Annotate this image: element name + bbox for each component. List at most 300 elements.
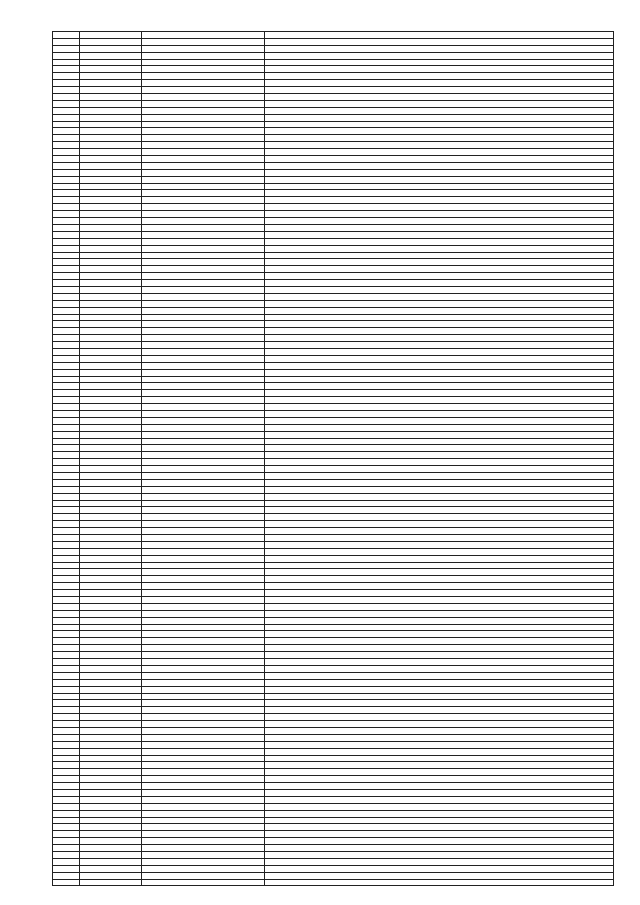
table-cell	[142, 652, 265, 659]
table-cell	[53, 659, 80, 666]
table-cell	[53, 755, 80, 762]
table-cell	[53, 817, 80, 824]
table-cell	[142, 300, 265, 307]
table-row	[53, 693, 614, 700]
table-cell	[80, 38, 142, 45]
table-cell	[53, 721, 80, 728]
table-row	[53, 672, 614, 679]
table-cell	[142, 721, 265, 728]
table-cell	[80, 266, 142, 273]
table-cell	[142, 369, 265, 376]
table-cell	[142, 156, 265, 163]
table-cell	[265, 424, 614, 431]
table-cell	[265, 707, 614, 714]
table-cell	[265, 376, 614, 383]
table-cell	[53, 100, 80, 107]
table-cell	[53, 80, 80, 87]
table-cell	[265, 66, 614, 73]
table-cell	[53, 810, 80, 817]
table-cell	[142, 197, 265, 204]
table-cell	[142, 231, 265, 238]
table-cell	[142, 514, 265, 521]
table-cell	[80, 734, 142, 741]
table-row	[53, 438, 614, 445]
table-cell	[265, 452, 614, 459]
table-cell	[142, 824, 265, 831]
table-cell	[80, 714, 142, 721]
table-cell	[53, 383, 80, 390]
table-cell	[80, 245, 142, 252]
table-cell	[142, 541, 265, 548]
table-row	[53, 817, 614, 824]
table-row	[53, 197, 614, 204]
table-cell	[265, 769, 614, 776]
table-cell	[80, 500, 142, 507]
table-cell	[80, 741, 142, 748]
table-cell	[265, 776, 614, 783]
table-cell	[142, 714, 265, 721]
table-cell	[265, 142, 614, 149]
table-cell	[265, 52, 614, 59]
table-cell	[53, 142, 80, 149]
table-cell	[53, 707, 80, 714]
table-row	[53, 789, 614, 796]
table-cell	[265, 679, 614, 686]
table-cell	[142, 659, 265, 666]
table-cell	[80, 755, 142, 762]
table-cell	[265, 245, 614, 252]
table-cell	[142, 548, 265, 555]
table-cell	[53, 38, 80, 45]
table-row	[53, 727, 614, 734]
table-cell	[265, 665, 614, 672]
table-cell	[265, 335, 614, 342]
table-cell	[142, 500, 265, 507]
table-cell	[53, 135, 80, 142]
table-cell	[80, 59, 142, 66]
table-row	[53, 755, 614, 762]
table-cell	[265, 610, 614, 617]
table-cell	[80, 390, 142, 397]
table-cell	[142, 66, 265, 73]
table-cell	[142, 590, 265, 597]
table-cell	[80, 424, 142, 431]
table-cell	[142, 583, 265, 590]
table-cell	[80, 224, 142, 231]
table-cell	[80, 479, 142, 486]
table-cell	[142, 879, 265, 886]
table-row	[53, 342, 614, 349]
table-cell	[142, 211, 265, 218]
table-cell	[265, 535, 614, 542]
table-row	[53, 128, 614, 135]
table-cell	[80, 52, 142, 59]
table-cell	[265, 162, 614, 169]
table-row	[53, 183, 614, 190]
table-cell	[80, 211, 142, 218]
table-row	[53, 514, 614, 521]
table-cell	[142, 479, 265, 486]
table-cell	[142, 597, 265, 604]
table-cell	[53, 831, 80, 838]
table-cell	[80, 824, 142, 831]
table-cell	[80, 142, 142, 149]
table-cell	[53, 190, 80, 197]
table-row	[53, 466, 614, 473]
table-cell	[265, 348, 614, 355]
table-cell	[265, 845, 614, 852]
table-cell	[265, 755, 614, 762]
table-row	[53, 424, 614, 431]
table-cell	[142, 342, 265, 349]
table-cell	[80, 851, 142, 858]
table-cell	[53, 796, 80, 803]
table-cell	[265, 479, 614, 486]
table-cell	[265, 94, 614, 101]
table-cell	[53, 562, 80, 569]
table-cell	[142, 610, 265, 617]
table-row	[53, 548, 614, 555]
table-cell	[265, 286, 614, 293]
table-cell	[265, 686, 614, 693]
table-cell	[142, 204, 265, 211]
table-row	[53, 142, 614, 149]
table-cell	[265, 114, 614, 121]
table-cell	[142, 335, 265, 342]
table-cell	[265, 73, 614, 80]
table-cell	[265, 107, 614, 114]
table-cell	[142, 73, 265, 80]
table-cell	[265, 638, 614, 645]
table-body	[53, 32, 614, 886]
table-cell	[142, 486, 265, 493]
table-cell	[265, 562, 614, 569]
table-cell	[265, 410, 614, 417]
table-cell	[80, 121, 142, 128]
table-cell	[53, 776, 80, 783]
table-cell	[142, 700, 265, 707]
table-cell	[53, 445, 80, 452]
table-cell	[53, 789, 80, 796]
table-cell	[80, 528, 142, 535]
table-row	[53, 383, 614, 390]
table-cell	[53, 342, 80, 349]
table-cell	[53, 300, 80, 307]
table-row	[53, 114, 614, 121]
table-cell	[53, 321, 80, 328]
table-cell	[80, 162, 142, 169]
table-row	[53, 555, 614, 562]
table-cell	[53, 169, 80, 176]
register-table	[52, 31, 614, 886]
table-row	[53, 583, 614, 590]
table-cell	[265, 38, 614, 45]
table-row	[53, 245, 614, 252]
table-cell	[265, 700, 614, 707]
table-cell	[80, 603, 142, 610]
table-cell	[53, 535, 80, 542]
table-row	[53, 45, 614, 52]
table-cell	[80, 548, 142, 555]
table-cell	[142, 94, 265, 101]
table-cell	[53, 307, 80, 314]
table-cell	[80, 590, 142, 597]
table-cell	[142, 438, 265, 445]
table-row	[53, 762, 614, 769]
table-row	[53, 66, 614, 73]
table-cell	[53, 218, 80, 225]
table-cell	[53, 66, 80, 73]
table-row	[53, 348, 614, 355]
table-cell	[80, 624, 142, 631]
table-cell	[265, 521, 614, 528]
table-cell	[265, 431, 614, 438]
table-cell	[80, 307, 142, 314]
table-cell	[142, 831, 265, 838]
table-row	[53, 824, 614, 831]
table-cell	[265, 865, 614, 872]
table-cell	[80, 727, 142, 734]
table-cell	[142, 838, 265, 845]
table-cell	[80, 410, 142, 417]
table-cell	[265, 541, 614, 548]
table-cell	[265, 741, 614, 748]
table-row	[53, 452, 614, 459]
table-cell	[265, 603, 614, 610]
table-cell	[80, 555, 142, 562]
table-cell	[265, 266, 614, 273]
table-cell	[53, 273, 80, 280]
table-cell	[53, 824, 80, 831]
table-row	[53, 486, 614, 493]
table-cell	[265, 583, 614, 590]
table-cell	[53, 52, 80, 59]
table-row	[53, 87, 614, 94]
table-cell	[142, 390, 265, 397]
table-cell	[265, 872, 614, 879]
table-row	[53, 410, 614, 417]
table-cell	[142, 404, 265, 411]
table-cell	[80, 672, 142, 679]
table-cell	[265, 528, 614, 535]
table-cell	[265, 624, 614, 631]
table-row	[53, 858, 614, 865]
table-cell	[265, 858, 614, 865]
table-row	[53, 769, 614, 776]
table-cell	[53, 631, 80, 638]
table-cell	[142, 617, 265, 624]
table-row	[53, 293, 614, 300]
table-cell	[80, 776, 142, 783]
table-cell	[53, 121, 80, 128]
table-cell	[142, 638, 265, 645]
table-row	[53, 176, 614, 183]
table-row	[53, 507, 614, 514]
table-cell	[265, 652, 614, 659]
table-cell	[142, 452, 265, 459]
table-cell	[265, 803, 614, 810]
table-cell	[53, 693, 80, 700]
table-cell	[265, 714, 614, 721]
table-cell	[80, 300, 142, 307]
table-cell	[80, 693, 142, 700]
table-cell	[80, 652, 142, 659]
table-cell	[80, 369, 142, 376]
table-cell	[142, 417, 265, 424]
table-cell	[80, 87, 142, 94]
table-row	[53, 721, 614, 728]
table-row	[53, 645, 614, 652]
table-cell	[53, 245, 80, 252]
table-cell	[142, 493, 265, 500]
table-row	[53, 314, 614, 321]
table-row	[53, 73, 614, 80]
table-row	[53, 659, 614, 666]
table-cell	[53, 845, 80, 852]
table-cell	[142, 87, 265, 94]
table-cell	[80, 631, 142, 638]
table-cell	[142, 114, 265, 121]
table-cell	[53, 335, 80, 342]
table-cell	[53, 348, 80, 355]
table-cell	[53, 576, 80, 583]
table-cell	[142, 466, 265, 473]
table-row	[53, 204, 614, 211]
table-cell	[80, 335, 142, 342]
table-cell	[265, 156, 614, 163]
table-cell	[265, 597, 614, 604]
table-cell	[142, 624, 265, 631]
table-cell	[265, 252, 614, 259]
table-cell	[142, 817, 265, 824]
table-cell	[142, 169, 265, 176]
table-cell	[80, 535, 142, 542]
table-cell	[265, 259, 614, 266]
table-row	[53, 300, 614, 307]
table-cell	[142, 273, 265, 280]
table-cell	[142, 845, 265, 852]
table-cell	[265, 721, 614, 728]
table-cell	[53, 459, 80, 466]
table-cell	[80, 521, 142, 528]
table-cell	[265, 121, 614, 128]
table-row	[53, 562, 614, 569]
table-cell	[142, 803, 265, 810]
table-cell	[265, 466, 614, 473]
table-cell	[265, 183, 614, 190]
table-cell	[142, 149, 265, 156]
table-cell	[265, 280, 614, 287]
table-cell	[142, 107, 265, 114]
table-cell	[53, 87, 80, 94]
table-row	[53, 803, 614, 810]
table-cell	[142, 789, 265, 796]
table-row	[53, 714, 614, 721]
table-cell	[80, 845, 142, 852]
table-cell	[53, 314, 80, 321]
table-cell	[80, 748, 142, 755]
table-cell	[265, 355, 614, 362]
table-cell	[265, 796, 614, 803]
table-cell	[53, 748, 80, 755]
table-row	[53, 321, 614, 328]
table-cell	[53, 266, 80, 273]
table-cell	[80, 321, 142, 328]
table-cell	[53, 514, 80, 521]
table-cell	[142, 734, 265, 741]
table-row	[53, 748, 614, 755]
table-row	[53, 879, 614, 886]
table-cell	[142, 631, 265, 638]
table-cell	[80, 383, 142, 390]
table-cell	[53, 652, 80, 659]
table-row	[53, 617, 614, 624]
table-cell	[53, 741, 80, 748]
table-cell	[80, 452, 142, 459]
table-cell	[80, 66, 142, 73]
table-cell	[265, 727, 614, 734]
table-cell	[265, 617, 614, 624]
table-row	[53, 528, 614, 535]
table-cell	[53, 638, 80, 645]
table-cell	[80, 486, 142, 493]
table-cell	[265, 507, 614, 514]
table-cell	[80, 238, 142, 245]
table-cell	[53, 479, 80, 486]
table-row	[53, 369, 614, 376]
table-cell	[142, 252, 265, 259]
table-cell	[265, 631, 614, 638]
table-cell	[265, 397, 614, 404]
table-row	[53, 149, 614, 156]
table-cell	[53, 569, 80, 576]
table-cell	[80, 376, 142, 383]
table-cell	[80, 445, 142, 452]
table-cell	[265, 32, 614, 39]
table-cell	[80, 686, 142, 693]
table-cell	[142, 183, 265, 190]
table-cell	[80, 107, 142, 114]
table-cell	[80, 100, 142, 107]
table-cell	[80, 610, 142, 617]
table-cell	[80, 879, 142, 886]
table-cell	[265, 734, 614, 741]
table-cell	[80, 135, 142, 142]
table-row	[53, 280, 614, 287]
table-cell	[80, 665, 142, 672]
table-cell	[265, 824, 614, 831]
table-cell	[142, 218, 265, 225]
table-cell	[80, 218, 142, 225]
table-cell	[265, 149, 614, 156]
table-cell	[53, 603, 80, 610]
table-cell	[53, 259, 80, 266]
table-cell	[142, 865, 265, 872]
table-cell	[80, 459, 142, 466]
table-cell	[142, 562, 265, 569]
table-cell	[53, 700, 80, 707]
table-cell	[80, 514, 142, 521]
table-cell	[53, 369, 80, 376]
table-cell	[142, 38, 265, 45]
table-cell	[53, 590, 80, 597]
table-row	[53, 390, 614, 397]
table-row	[53, 417, 614, 424]
table-cell	[80, 707, 142, 714]
table-cell	[80, 114, 142, 121]
table-row	[53, 845, 614, 852]
table-cell	[142, 431, 265, 438]
